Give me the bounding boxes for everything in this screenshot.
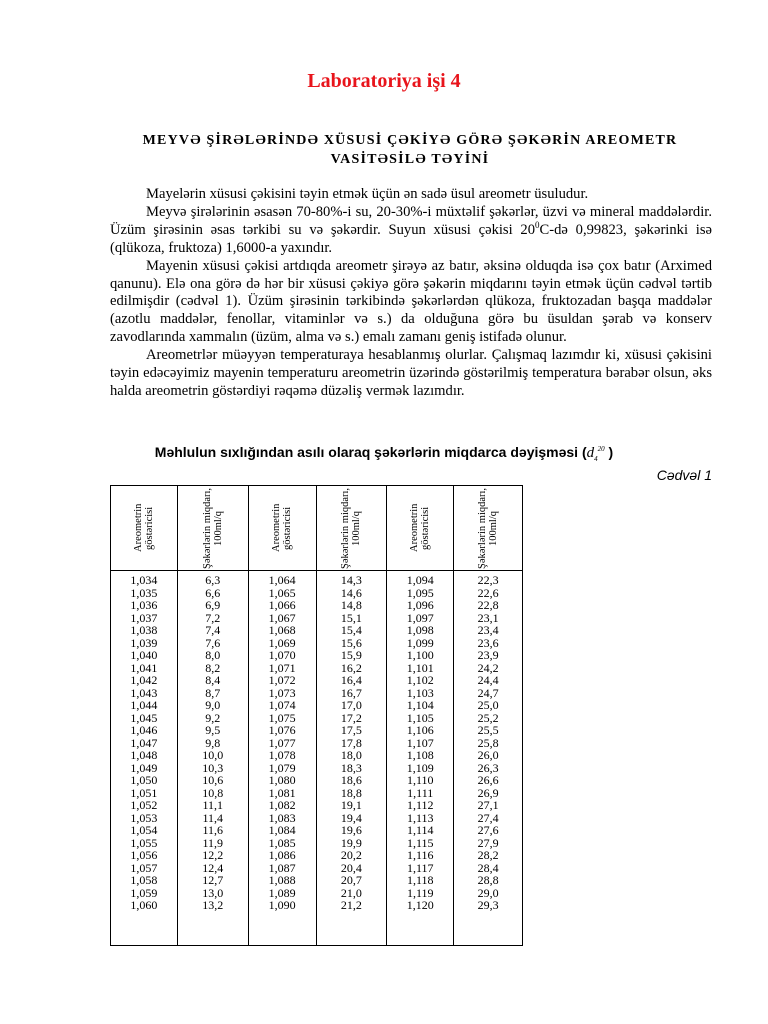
table-cell: 23,1 xyxy=(477,610,499,625)
table-cell: 1,040 xyxy=(130,648,158,662)
table-cell: 8,2 xyxy=(205,660,221,675)
table-cell: 14,8 xyxy=(340,598,362,612)
table-cell: 24,2 xyxy=(477,660,499,675)
table-cell: 26,6 xyxy=(477,773,499,787)
table-cell: 1,042 xyxy=(130,673,158,687)
table-cell: 22,8 xyxy=(477,598,499,612)
table-cell: 1,096 xyxy=(406,598,434,612)
table-cell: 24,4 xyxy=(477,673,499,687)
table-cell: 20,7 xyxy=(340,873,362,887)
density-symbol-sup: 20 xyxy=(597,445,605,453)
table-cell: 1,054 xyxy=(130,823,158,837)
paragraph-1: Mayelərin xüsusi çəkisini təyin etmək üçün ən sadə üsul areometr üsuludur. xyxy=(146,186,589,202)
table-cell: 1,048 xyxy=(130,748,158,762)
table-cell: 11,9 xyxy=(202,835,224,850)
table-cell: 1,069 xyxy=(268,635,296,650)
table-cell: 11,1 xyxy=(202,798,224,812)
table-cell: 24,7 xyxy=(477,685,499,700)
table-cell: 25,0 xyxy=(477,698,499,712)
table-cell: 18,3 xyxy=(340,760,362,775)
table-cell: 1,100 xyxy=(406,648,434,662)
table-cell: 1,058 xyxy=(130,873,158,887)
header-cell xyxy=(387,486,454,571)
table-cell: 26,0 xyxy=(477,748,499,762)
table-body-row xyxy=(111,571,523,946)
table-cell: 10,3 xyxy=(202,760,224,775)
table-cell: 10,0 xyxy=(202,748,224,762)
table-cell: 17,2 xyxy=(340,710,362,725)
table-cell: 26,9 xyxy=(477,785,499,800)
header-text: Areometrin göstəricisi xyxy=(132,503,155,553)
table-cell: 1,043 xyxy=(130,685,158,700)
table-label: Cədvəl 1 xyxy=(656,467,712,483)
table-column xyxy=(111,571,178,946)
table-cell: 29,3 xyxy=(477,898,499,912)
table-cell: 18,0 xyxy=(340,748,362,762)
table-cell: 7,6 xyxy=(205,635,221,650)
table-cell: 1,085 xyxy=(268,835,296,850)
table-cell: 9,2 xyxy=(205,710,221,725)
table-cell: 20,4 xyxy=(340,860,362,875)
table-cell: 1,035 xyxy=(130,585,158,600)
table-cell: 1,066 xyxy=(268,598,296,612)
table-cell: 23,4 xyxy=(477,623,499,637)
table-cell: 1,116 xyxy=(406,848,434,862)
table-cell: 28,4 xyxy=(477,860,499,875)
table-cell: 1,084 xyxy=(268,823,296,837)
paragraph-2-part-1: Meyvə şirələrinin əsasən 70-80%-i su, 20-30%-i müxtəlif şəkərlər, üzvi və mineral maddələrdir. Üzüm şirəsinin əsas tərkibi su və şəkərdir. Suyun xüsusi çəkisi 20 xyxy=(110,203,712,238)
table-cell: 21,0 xyxy=(340,885,362,900)
table-cell: 1,068 xyxy=(268,623,296,637)
table-cell: 1,110 xyxy=(406,773,434,787)
table-cell: 1,076 xyxy=(268,723,296,737)
table-cell: 16,7 xyxy=(340,685,362,700)
table-cell: 7,4 xyxy=(205,623,221,637)
table-cell: 1,105 xyxy=(406,710,434,725)
table-cell: 8,4 xyxy=(205,673,221,687)
density-symbol-letter: d xyxy=(586,445,595,461)
table-cell: 1,039 xyxy=(130,635,158,650)
table-cell: 14,3 xyxy=(340,573,362,587)
table-cell: 29,0 xyxy=(477,885,499,900)
table-cell: 1,111 xyxy=(407,785,434,800)
table-cell: 8,7 xyxy=(205,685,221,700)
table-cell: 15,4 xyxy=(340,623,362,637)
table-cell: 1,109 xyxy=(406,760,434,775)
table-cell: 15,9 xyxy=(340,648,362,662)
table-cell: 10,8 xyxy=(202,785,224,800)
table-cell: 1,060 xyxy=(130,898,158,912)
table-column xyxy=(387,571,454,946)
caption-close: ) xyxy=(604,444,614,460)
table-column xyxy=(454,571,523,946)
table-cell: 10,6 xyxy=(202,773,224,787)
table-cell: 21,2 xyxy=(340,898,362,912)
header-text: Şəkərlərin miqdarı, 100ml/q xyxy=(201,487,224,569)
table-cell: 1,090 xyxy=(268,898,296,912)
table-cell: 23,9 xyxy=(477,648,499,662)
table-cell: 22,6 xyxy=(477,585,499,600)
table-cell: 1,074 xyxy=(268,698,296,712)
table-cell: 1,034 xyxy=(130,573,158,587)
header-text: Şəkərlərin miqdarı, 100ml/q xyxy=(477,487,500,569)
table-cell: 25,8 xyxy=(477,735,499,750)
subtitle-line-2: VASİTƏSİLƏ TƏYİNİ xyxy=(330,152,490,167)
body-text xyxy=(110,186,712,401)
table-cell: 1,036 xyxy=(130,598,158,612)
table-cell: 27,4 xyxy=(477,810,499,825)
table-cell: 1,081 xyxy=(268,785,296,800)
table-cell: 1,082 xyxy=(268,798,296,812)
table-cell: 27,1 xyxy=(477,798,499,812)
table-column xyxy=(177,571,248,946)
table-cell: 1,038 xyxy=(130,623,158,637)
table-cell: 19,4 xyxy=(340,810,362,825)
table-cell: 18,8 xyxy=(340,785,362,800)
table-cell: 9,5 xyxy=(205,723,221,737)
table-cell: 26,3 xyxy=(477,760,499,775)
header-cell xyxy=(454,486,523,571)
table-cell: 1,089 xyxy=(268,885,296,900)
table-cell: 17,5 xyxy=(340,723,362,737)
table-cell: 1,064 xyxy=(268,573,296,587)
table-cell: 1,077 xyxy=(268,735,296,750)
table-cell: 1,112 xyxy=(406,798,434,812)
page-title: Laboratoriya işi 4 xyxy=(307,70,461,92)
table-cell: 1,097 xyxy=(406,610,434,625)
table-cell: 1,078 xyxy=(268,748,296,762)
table-cell: 1,047 xyxy=(130,735,158,750)
table-cell: 18,6 xyxy=(340,773,362,787)
table-cell: 23,6 xyxy=(477,635,499,650)
table-cell: 1,106 xyxy=(406,723,434,737)
table-cell: 1,108 xyxy=(406,748,434,762)
table-cell: 9,0 xyxy=(205,698,221,712)
table-cell: 1,057 xyxy=(130,860,158,875)
paragraph-3: Mayenin xüsusi çəkisi artdıqda areometr şirəyə az batır, əksinə olduqda isə çox batır (Arximed qanunu). Elə ona görə də hər bir xüsusi çəkiyə görə şəkərin miqdarını təyin etmək üçün cədvəl tərtib edilmişdir (cədvəl 1). Üzüm şirəsinin tərkibində şəkərlərdən qlükoza, fruktozadan başqa maddələr (azotlu maddələr, fenollar, vitaminlər və s.) da olduğuna görə bu üsuldan şərab və konserv zavodlarında xammalın (üzüm, alma və s.) emalı zamanı geniş istifadə olunur. xyxy=(110,257,712,346)
table-cell: 27,9 xyxy=(477,835,499,850)
table-cell: 1,083 xyxy=(268,810,296,825)
table-cell: 1,098 xyxy=(406,623,434,637)
table-cell: 1,041 xyxy=(130,660,158,675)
table-cell: 1,037 xyxy=(130,610,158,625)
table-cell: 19,6 xyxy=(340,823,362,837)
table-cell: 6,3 xyxy=(205,573,221,587)
table-cell: 1,088 xyxy=(268,873,296,887)
table-cell: 16,2 xyxy=(340,660,362,675)
table-cell: 1,103 xyxy=(406,685,434,700)
table-cell: 1,080 xyxy=(268,773,296,787)
paragraph-2 xyxy=(110,204,712,258)
table-cell: 7,2 xyxy=(205,610,221,625)
table-cell: 1,120 xyxy=(406,898,434,912)
caption-text: Məhlulun sıxlığından asılı olaraq şəkərlərin miqdarca dəyişməsi ( xyxy=(154,444,587,460)
header-text: Areometrin göstəricisi xyxy=(271,503,294,553)
table-cell: 1,094 xyxy=(406,573,434,587)
table-header-row xyxy=(111,486,523,571)
table-column xyxy=(248,571,316,946)
table-cell: 25,2 xyxy=(477,710,499,725)
table-cell: 11,4 xyxy=(202,810,224,825)
table-cell: 20,2 xyxy=(340,848,362,862)
density-symbol-sub: 4 xyxy=(594,455,598,463)
table-cell: 13,2 xyxy=(202,898,224,912)
table-cell: 22,3 xyxy=(477,573,499,587)
table-cell: 1,102 xyxy=(406,673,434,687)
paragraph-4: Areometrlər müəyyən temperaturaya hesablanmış olurlar. Çalışmaq lazımdır ki, xüsusi çəkisini təyin edəcəyimiz mayenin temperaturu areometrin üzərində göstərilmiş temperatura bərabər olsun, əks halda areometrin göstərdiyi rəqəmə düzəliş vermək lazımdır. xyxy=(110,347,712,399)
table-cell: 1,101 xyxy=(406,660,434,675)
table-cell: 1,045 xyxy=(130,710,158,725)
table-cell: 19,9 xyxy=(340,835,362,850)
table-cell: 13,0 xyxy=(202,885,224,900)
table-cell: 9,8 xyxy=(205,735,221,750)
table-cell: 1,052 xyxy=(130,798,158,812)
table-cell: 1,075 xyxy=(268,710,296,725)
subtitle-line-1: MEYVƏ ŞİRƏLƏRİNDƏ XÜSUSİ ÇƏKİYƏ GÖRƏ ŞƏKƏRİN AREOMETR xyxy=(142,133,678,148)
table-cell: 15,6 xyxy=(340,635,362,650)
header-text: Şəkərlərin miqdarı, 100ml/q xyxy=(340,487,363,569)
table-cell: 17,0 xyxy=(340,698,362,712)
table-cell: 1,046 xyxy=(130,723,158,737)
sugar-content-table xyxy=(110,485,523,946)
table-cell: 16,4 xyxy=(340,673,362,687)
header-cell xyxy=(316,486,387,571)
table-cell: 1,071 xyxy=(268,660,296,675)
degree-superscript: 0 xyxy=(535,219,540,230)
table-cell: 27,6 xyxy=(477,823,499,837)
table-cell: 1,087 xyxy=(268,860,296,875)
table-cell: 1,070 xyxy=(268,648,296,662)
density-symbol xyxy=(587,445,605,461)
table-cell: 1,059 xyxy=(130,885,158,900)
table-cell: 12,4 xyxy=(202,860,224,875)
header-cell xyxy=(248,486,316,571)
table-cell: 1,119 xyxy=(406,885,434,900)
table-cell: 1,051 xyxy=(130,785,158,800)
table-cell: 1,065 xyxy=(268,585,296,600)
table-cell: 1,072 xyxy=(268,673,296,687)
table-cell: 14,6 xyxy=(340,585,362,600)
table-cell: 1,113 xyxy=(406,810,434,825)
table-cell: 1,107 xyxy=(406,735,434,750)
table-cell: 17,8 xyxy=(340,735,362,750)
table-cell: 1,104 xyxy=(406,698,434,712)
table-cell: 28,8 xyxy=(477,873,499,887)
table-cell: 1,115 xyxy=(406,835,434,850)
table-cell: 12,7 xyxy=(202,873,224,887)
paragraph-2-part-2: C-də 0,99823, şəkərinki isə (qlükoza, fruktoza) 1,6000-a yaxındır. xyxy=(110,221,712,256)
table-cell: 11,6 xyxy=(202,823,224,837)
table-cell: 1,073 xyxy=(268,685,296,700)
table-cell: 6,9 xyxy=(205,598,221,612)
header-cell xyxy=(177,486,248,571)
table-cell: 1,114 xyxy=(406,823,434,837)
table-cell: 1,067 xyxy=(268,610,296,625)
table-cell: 1,117 xyxy=(406,860,434,875)
table-caption xyxy=(0,444,768,463)
header-text: Areometrin göstəricisi xyxy=(409,503,432,553)
table-cell: 1,095 xyxy=(406,585,434,600)
header-cell xyxy=(111,486,178,571)
table-cell: 28,2 xyxy=(477,848,499,862)
table-cell: 12,2 xyxy=(202,848,224,862)
table-cell: 6,6 xyxy=(205,585,221,600)
table-cell: 1,056 xyxy=(130,848,158,862)
table-cell: 19,1 xyxy=(340,798,362,812)
table-cell: 1,099 xyxy=(406,635,434,650)
table-cell: 1,118 xyxy=(406,873,434,887)
table-cell: 1,079 xyxy=(268,760,296,775)
table-cell: 1,055 xyxy=(130,835,158,850)
table-cell: 1,053 xyxy=(130,810,158,825)
table-cell: 8,0 xyxy=(205,648,221,662)
table-cell: 1,049 xyxy=(130,760,158,775)
section-subtitle xyxy=(108,131,712,169)
table-column xyxy=(316,571,387,946)
table-cell: 1,086 xyxy=(268,848,296,862)
table-cell: 25,5 xyxy=(477,723,499,737)
table-cell: 1,050 xyxy=(130,773,158,787)
table-cell: 15,1 xyxy=(340,610,362,625)
table-cell: 1,044 xyxy=(130,698,158,712)
